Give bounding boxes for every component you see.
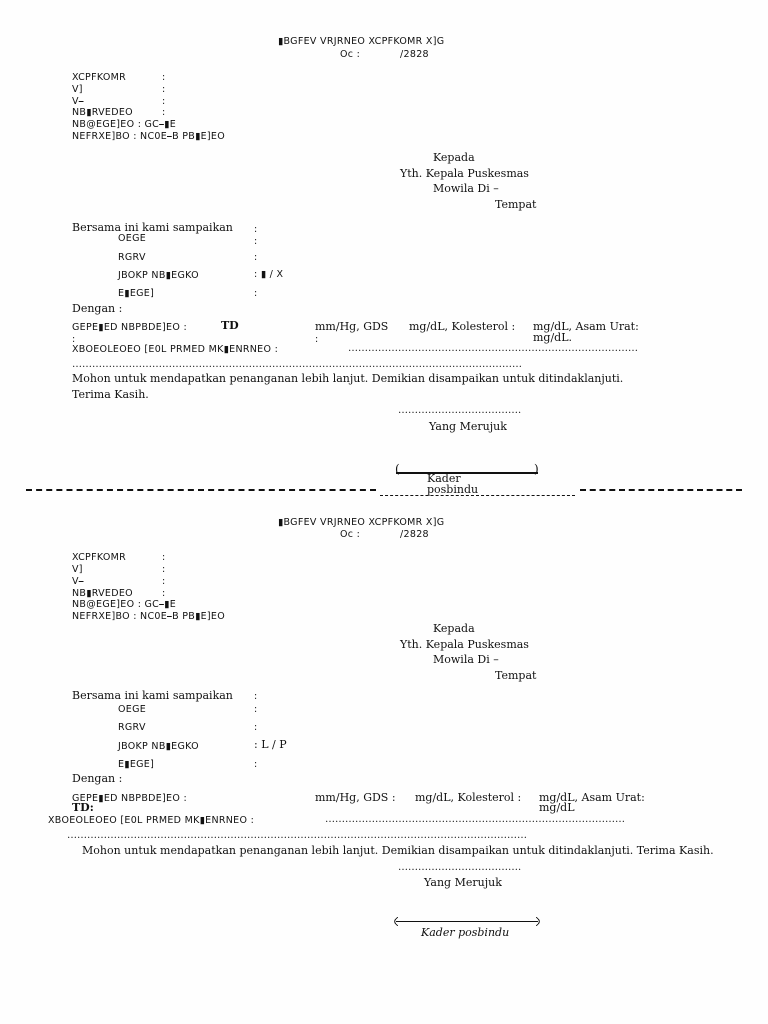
- patient-field-value: : ▮ / X: [254, 269, 284, 280]
- form-number-year: /2828: [400, 49, 429, 60]
- addressee-tempat: Tempat: [495, 198, 537, 211]
- patient-field-label: OEGE: [118, 233, 147, 244]
- field-label: NEFRXE]BO : NC0E⎯B PB▮E]EO: [72, 611, 225, 622]
- field-colon: :: [162, 564, 166, 575]
- complaint-dots-line: …………………………………………………………………………………………………………………………: [67, 830, 527, 841]
- bracket-right-icon: ): [534, 462, 539, 476]
- cut-line-right: [580, 489, 742, 491]
- field-colon: :: [254, 236, 258, 247]
- signature-dots: ……………………………….: [398, 405, 522, 416]
- field-colon: :: [254, 691, 258, 702]
- td-label: TD:: [72, 801, 94, 814]
- patient-field-label: E▮EGE]: [118, 759, 155, 770]
- form-number-year: /2828: [400, 529, 429, 540]
- field-label: V]: [72, 84, 83, 95]
- field-label: XCPFKOMR: [72, 552, 127, 563]
- complaint-dots: ………………………………………………………………………………: [325, 814, 625, 825]
- field-label: XCPFKOMR: [72, 72, 127, 83]
- field-label: NEFRXE]BO : NC0E⎯B PB▮E]EO: [72, 131, 225, 142]
- request-text: Mohon untuk mendapatkan penanganan lebih lanjut. Demikian disampaikan untuk ditindaklanjuti. Terima Kasih.: [82, 844, 714, 857]
- field-colon: :: [254, 704, 258, 715]
- form-number-label: Oc :: [340, 529, 361, 540]
- form-title: ▮BGFEV VRJRNEO XCPFKOMR X]G: [278, 517, 445, 528]
- field-colon: :: [162, 107, 166, 118]
- cut-line-middle: [380, 495, 575, 496]
- patient-field-value: : L / P: [254, 738, 287, 751]
- field-colon: :: [162, 96, 166, 107]
- complaint-dots-line: ………………………………………………………………………………………………………………………: [72, 359, 522, 370]
- td-label: TD: [221, 319, 239, 332]
- field-label: V⎯: [72, 576, 84, 587]
- addressee-yth: Yth. Kepala Puskesmas: [400, 638, 529, 651]
- patient-field-label: RGRV: [118, 252, 146, 263]
- asam-urat-label: mg/dL, Asam Urat:: [539, 791, 645, 804]
- field-colon: :: [254, 252, 258, 263]
- field-label: NB@EGE]EO : GC⎯▮E: [72, 599, 176, 610]
- intro-text: Bersama ini kami sampaikan: [72, 221, 233, 234]
- dengan-label: Dengan :: [72, 772, 123, 785]
- referrer-label: Yang Merujuk: [429, 420, 507, 433]
- complaint-label: XBOEOLEOEO [E0L PRMED MK▮ENRNEO :: [48, 815, 255, 826]
- bracket-left-icon: (: [395, 462, 400, 476]
- form-title: ▮BGFEV VRJRNEO XCPFKOMR X]G: [278, 36, 445, 47]
- form-number-label: Oc :: [340, 49, 361, 60]
- addressee-kepada: Kepada: [433, 151, 475, 164]
- complaint-label: XBOEOLEOEO [E0L PRMED MK▮ENRNEO :: [72, 344, 279, 355]
- kolesterol-label: mg/dL, Kolesterol :: [409, 320, 516, 333]
- field-colon: :: [254, 224, 258, 235]
- patient-field-label: RGRV: [118, 722, 146, 733]
- request-text: Mohon untuk mendapatkan penanganan lebih lanjut. Demikian disampaikan untuk ditindaklanjuti.: [72, 372, 624, 385]
- mgdl-end-label: mg/dL.: [533, 331, 573, 344]
- field-label: V]: [72, 564, 83, 575]
- field-colon: :: [162, 84, 166, 95]
- addressee-kepada: Kepada: [433, 622, 475, 635]
- field-colon: :: [254, 722, 258, 733]
- signature-dots: ……………………………….: [398, 862, 522, 873]
- kader-label: Kader: [427, 472, 461, 485]
- field-colon: :: [315, 334, 319, 345]
- signature-line: [396, 472, 538, 474]
- intro-text: Bersama ini kami sampaikan: [72, 689, 233, 702]
- patient-field-label: JBOKP NB▮EGKO: [118, 741, 199, 752]
- dengan-label: Dengan :: [72, 302, 123, 315]
- addressee-location: Mowila Di –: [433, 653, 499, 666]
- exam-label: GEPE▮ED NBPBDE]EO :: [72, 322, 187, 333]
- complaint-dots: ……………………………………………………………………………: [348, 343, 638, 354]
- patient-field-label: JBOKP NB▮EGKO: [118, 270, 199, 281]
- thanks-text: Terima Kasih.: [72, 388, 149, 401]
- addressee-location: Mowila Di –: [433, 182, 499, 195]
- field-colon: :: [254, 288, 258, 299]
- posbindu-label: posbindu: [427, 483, 479, 496]
- mgdl-end-label: mg/dL: [539, 801, 575, 814]
- mmhg-gds-label: mm/Hg, GDS :: [315, 791, 396, 804]
- field-label: NB▮RVEDEO: [72, 588, 133, 599]
- field-colon: :: [72, 334, 76, 345]
- referrer-label: Yang Merujuk: [424, 876, 502, 889]
- field-colon: :: [162, 552, 166, 563]
- field-colon: :: [162, 72, 166, 83]
- field-colon: :: [162, 588, 166, 599]
- cut-line-left: [26, 489, 376, 491]
- signature-line: [396, 921, 538, 922]
- field-label: NB@EGE]EO : GC⎯▮E: [72, 119, 176, 130]
- asam-urat-label: mg/dL, Asam Urat:: [533, 320, 639, 333]
- field-colon: :: [254, 759, 258, 770]
- patient-field-label: E▮EGE]: [118, 288, 155, 299]
- kolesterol-label: mg/dL, Kolesterol :: [415, 791, 522, 804]
- kader-posbindu-label: Kader posbindu: [421, 926, 510, 939]
- field-label: V⎯: [72, 96, 84, 107]
- mmhg-gds-label: mm/Hg, GDS: [315, 320, 389, 333]
- addressee-yth: Yth. Kepala Puskesmas: [400, 167, 529, 180]
- addressee-tempat: Tempat: [495, 669, 537, 682]
- field-label: NB▮RVEDEO: [72, 107, 133, 118]
- exam-label: GEPE▮ED NBPBDE]EO :: [72, 793, 187, 804]
- patient-field-label: OEGE: [118, 704, 147, 715]
- field-colon: :: [162, 576, 166, 587]
